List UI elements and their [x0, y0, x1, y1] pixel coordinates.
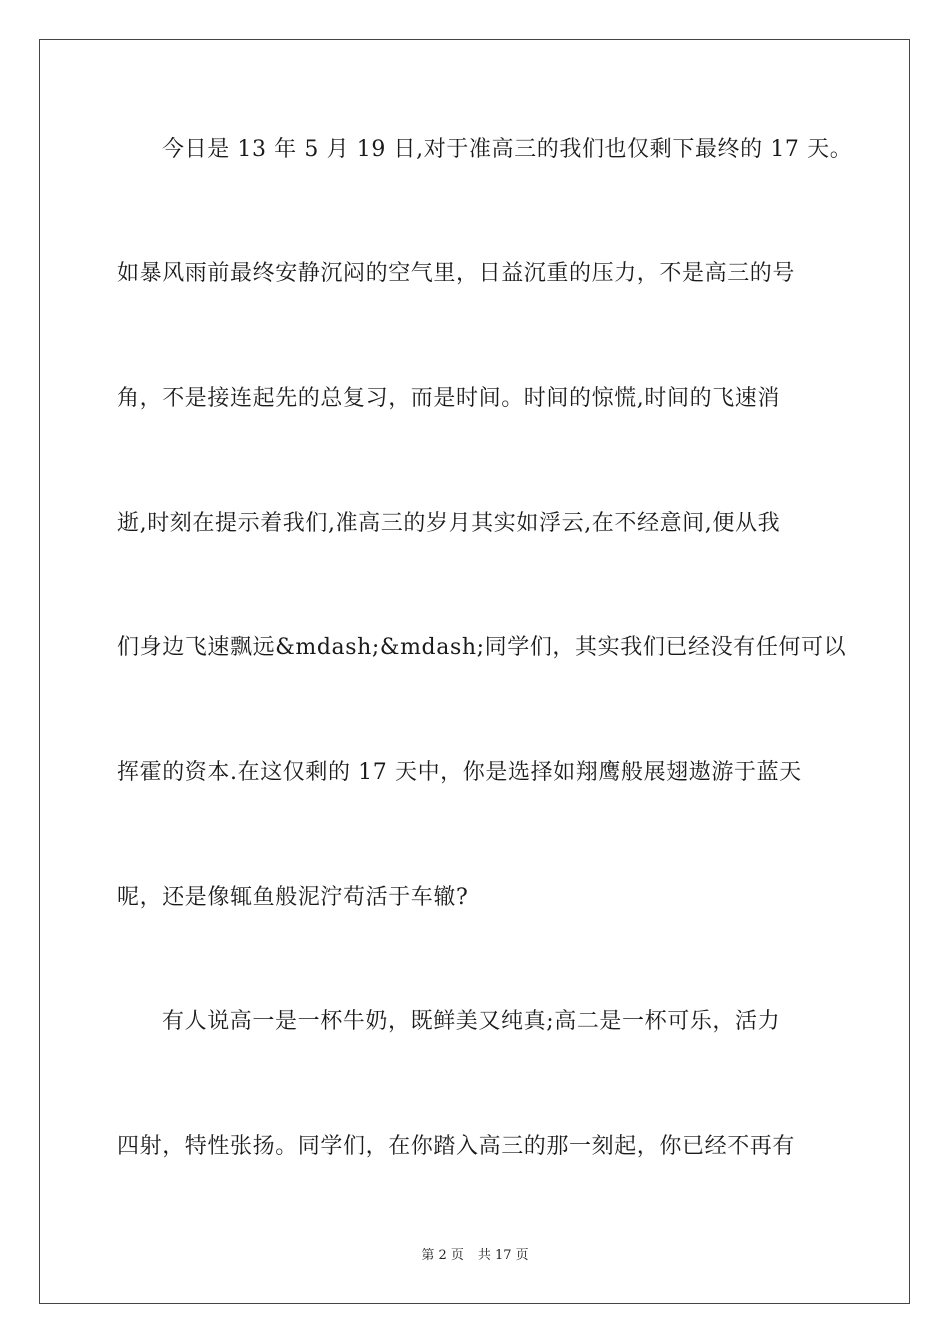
page-footer	[0, 1247, 950, 1265]
paragraph-1-line-1: 今日是 13 年 5 月 19 日,对于准高三的我们也仅剩下最终的 17 天。	[162, 137, 853, 162]
paragraph-1-line-2: 如暴风雨前最终安静沉闷的空气里，日益沉重的压力，不是高三的号	[117, 261, 796, 286]
page-number: 第 2 页	[421, 1248, 464, 1263]
paragraph-1-line-6: 挥霍的资本.在这仅剩的 17 天中，你是选择如翔鹰般展翅遨游于蓝天	[117, 760, 802, 785]
paragraph-1-line-5: 们身边飞速飘远&mdash;&mdash;同学们，其实我们已经没有任何可以	[117, 635, 847, 660]
paragraph-2-line-2: 四射，特性张扬。同学们，在你踏入高三的那一刻起，你已经不再有	[117, 1134, 796, 1159]
paragraph-1-line-7: 呢，还是像辄鱼般泥泞苟活于车辙?	[117, 885, 469, 910]
total-pages: 共 17 页	[477, 1248, 529, 1263]
paragraph-1-line-3: 角，不是接连起先的总复习，而是时间。时间的惊慌,时间的飞速消	[117, 386, 780, 411]
paragraph-1-line-4: 逝,时刻在提示着我们,准高三的岁月其实如浮云,在不经意间,便从我	[117, 511, 781, 536]
paragraph-2-line-1: 有人说高一是一杯牛奶，既鲜美又纯真;高二是一杯可乐，活力	[162, 1009, 781, 1034]
page-frame	[39, 39, 910, 1304]
